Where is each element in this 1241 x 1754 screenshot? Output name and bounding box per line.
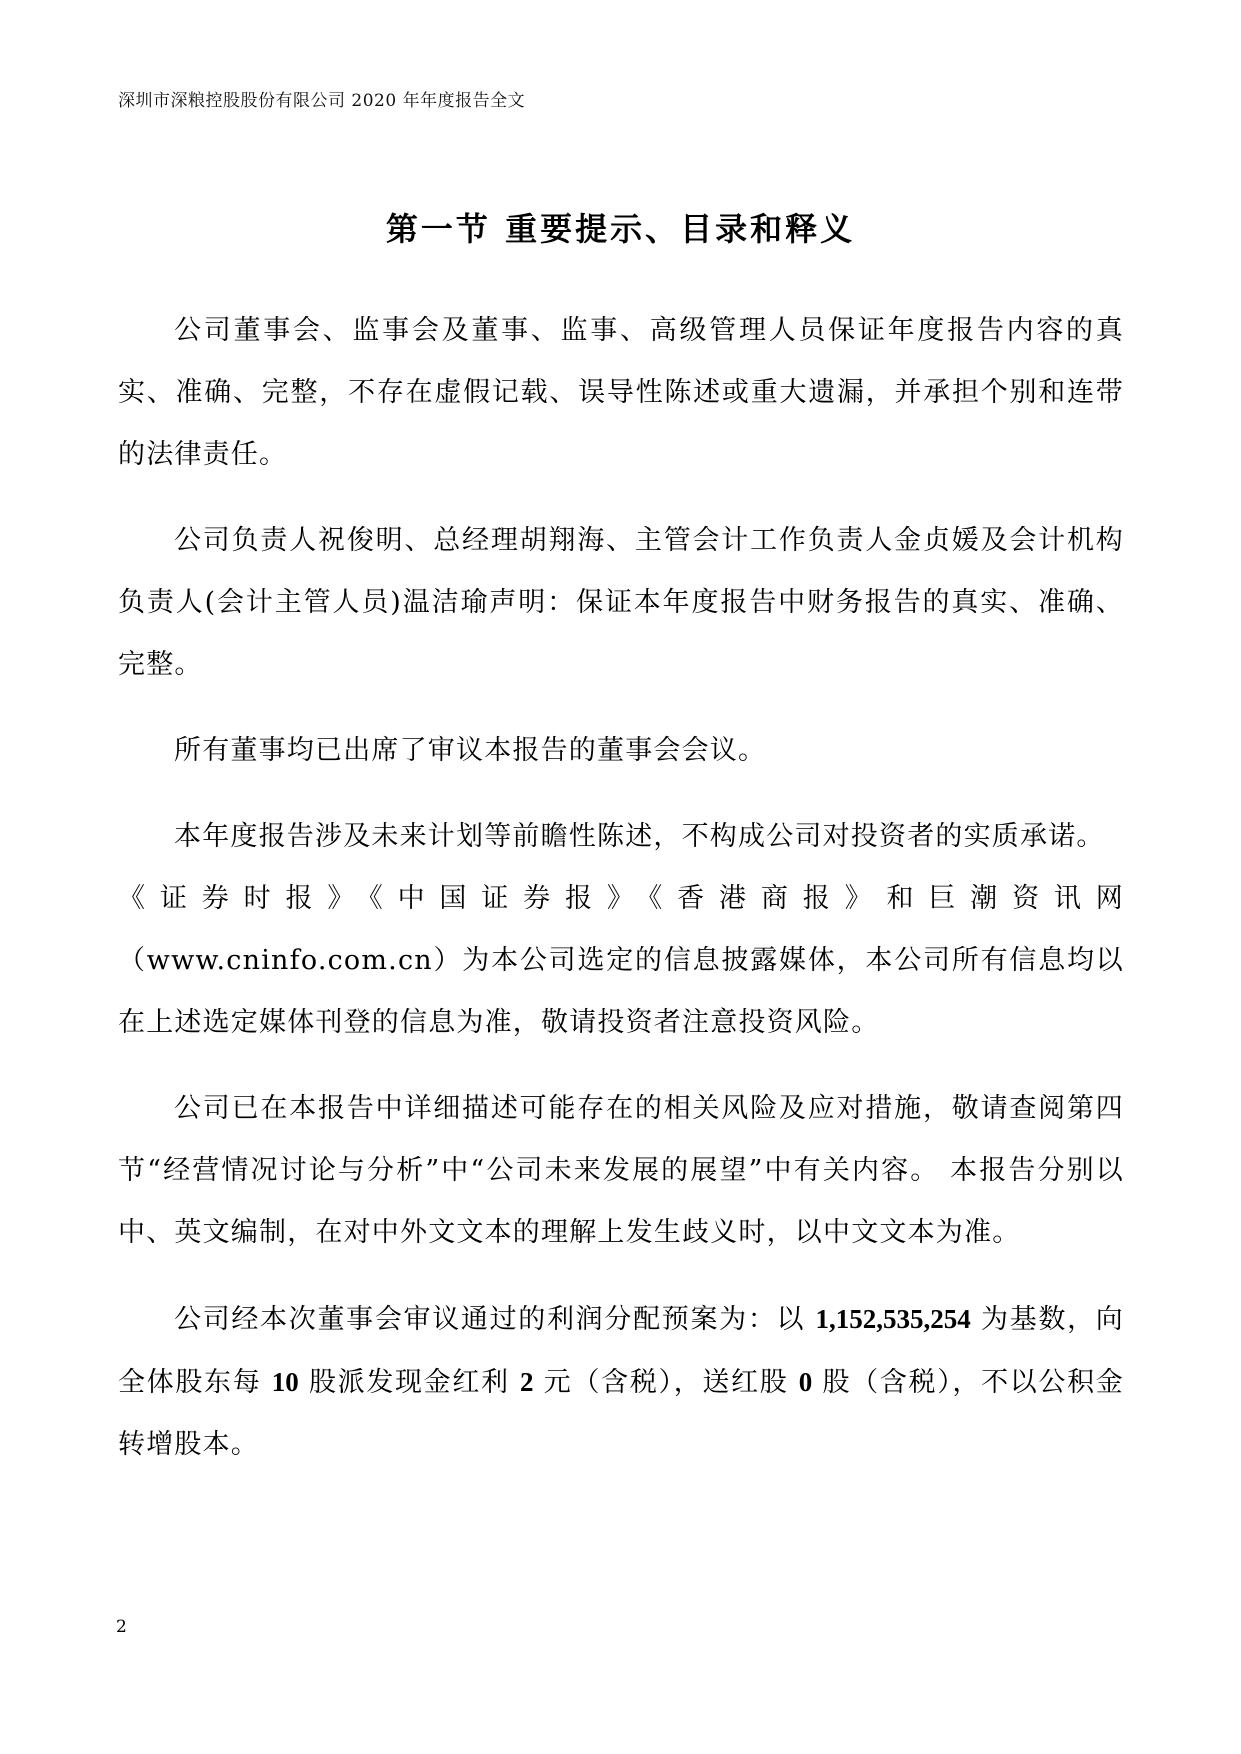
paragraph-dividend-plan	[118, 1288, 1124, 1476]
dividend-text-3: 股派发现金红利	[298, 1367, 521, 1398]
section-title: 第一节 重要提示、目录和释义	[385, 210, 856, 248]
paragraph-responsibility-statement: 公司董事会、监事会及董事、监事、高级管理人员保证年度报告内容的真实、准确、完整，不存在虚假记载、误导性陈述或重大遗漏，并承担个别和连带的法律责任。	[118, 315, 1124, 470]
paragraph-board-attendance: 所有董事均已出席了审议本报告的董事会会议。	[174, 735, 767, 766]
dividend-text-5: 股（含税），不以公积金转增股本。	[118, 1367, 1124, 1460]
body-text	[118, 300, 1124, 1500]
dividend-bonus-shares: 0	[798, 1367, 813, 1397]
running-header: 深圳市深粮控股股份有限公司 2020 年年度报告全文	[118, 91, 526, 111]
dividend-text-2: 为基数，向全体股东每	[118, 1304, 1124, 1398]
paragraph-risk-notice: 公司已在本报告中详细描述可能存在的相关风险及应对措施，敬请查阅第四节“经营情况讨论与分析”中“公司未来发展的展望”中有关内容。 本报告分别以中、英文编制，在对中外文文本的理解上发生歧义时，以中文文本为准。	[118, 1093, 1124, 1248]
paragraph-forward-looking: 本年度报告涉及未来计划等前瞻性陈述，不构成公司对投资者的实质承诺。	[174, 821, 1105, 852]
page-number: 2	[116, 1617, 127, 1637]
paragraph-financial-declaration: 公司负责人祝俊明、总经理胡翔海、主管会计工作负责人金贞媛及会计机构负责人(会计主管人员)温洁瑜声明：保证本年度报告中财务报告的真实、准确、完整。	[118, 525, 1124, 680]
dividend-base-shares: 1,152,535,254	[815, 1304, 971, 1334]
dividend-cash-amount: 2	[520, 1367, 534, 1397]
dividend-per-shares: 10	[271, 1367, 299, 1397]
paragraph-disclosure-media: 《证券时报》《中国证券报》《香港商报》和巨潮资讯网（www.cninfo.com.cn）为本公司选定的信息披露媒体，本公司所有信息均以在上述选定媒体刊登的信息为准，敬请投资者注意投资风险。	[118, 883, 1124, 1038]
dividend-text-1: 公司经本次董事会审议通过的利润分配预案为：以	[174, 1304, 816, 1335]
dividend-text-4: 元（含税），送红股	[533, 1367, 799, 1398]
